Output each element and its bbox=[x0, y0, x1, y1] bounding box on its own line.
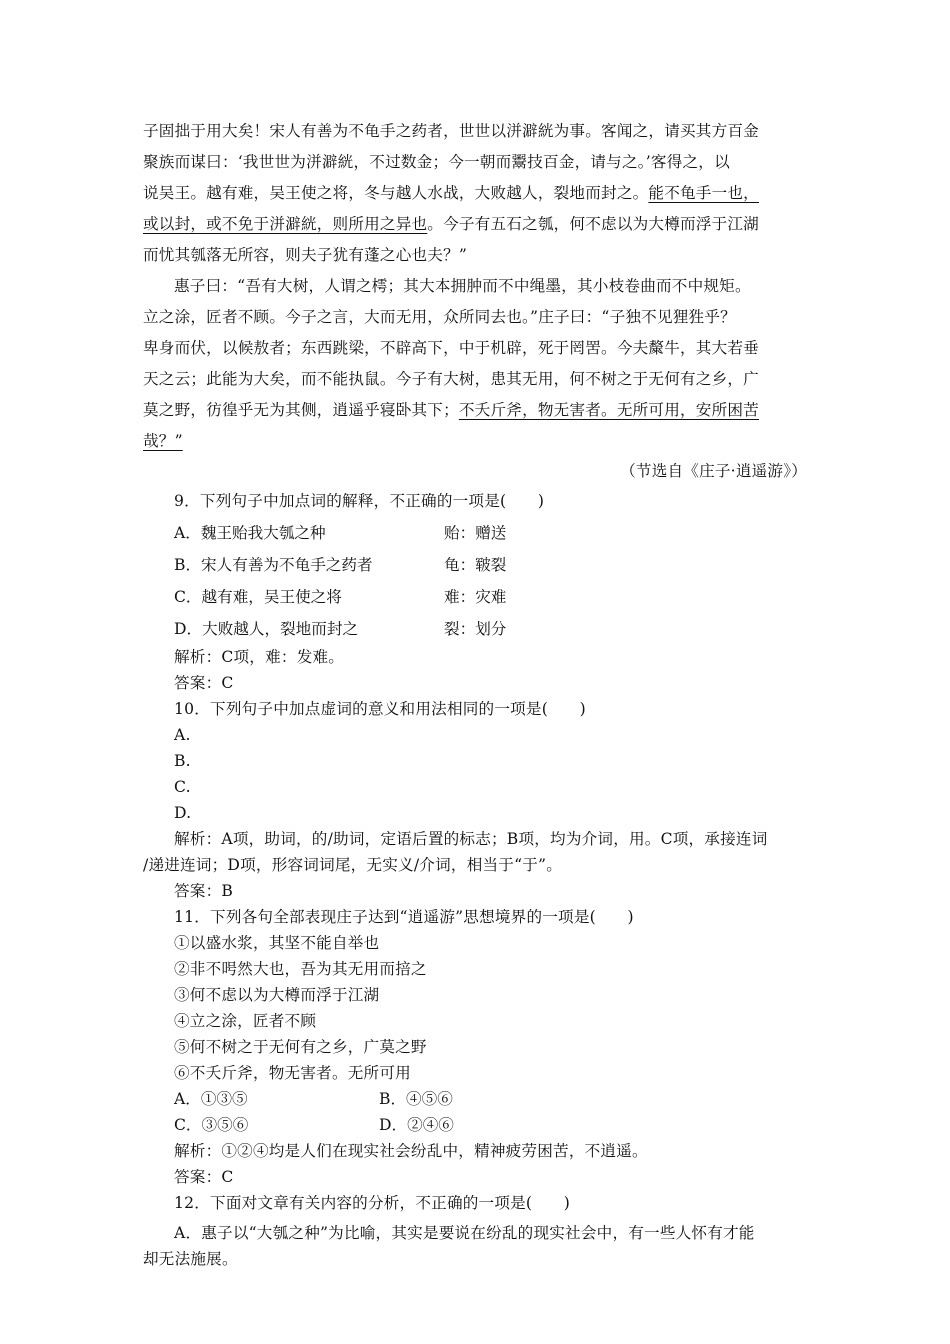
passage-line-7: 立之涂，匠者不顾。今子之言，大而无用，众所同去也。”庄子曰：“子独不见狸狌乎？ bbox=[143, 308, 736, 326]
passage-line-11: 哉？” bbox=[143, 432, 183, 450]
q11-item-2: ②非不呺然大也，吾为其无用而掊之 bbox=[174, 960, 427, 978]
q11-item-3: ③何不虑以为大樽而浮于江湖 bbox=[174, 986, 380, 1004]
q10-answer: 答案：B bbox=[174, 882, 234, 900]
q10-option-d: D. bbox=[174, 804, 192, 822]
passage-source: （节选自《庄子·逍遥游》） bbox=[620, 462, 807, 480]
q11-item-1: ①以盛水浆，其坚不能自举也 bbox=[174, 934, 380, 952]
q9-stem: 9．下列句子中加点词的解释，不正确的一项是( ) bbox=[174, 492, 545, 510]
q10-stem: 10．下列句子中加点虚词的意义和用法相同的一项是( ) bbox=[174, 700, 586, 718]
q9-option-d: D．大败越人，裂地而封之 裂：划分 bbox=[174, 620, 507, 638]
q9-option-b: B．宋人有善为不龟手之药者 龟：皲裂 bbox=[174, 556, 507, 574]
q11-choices-cd: C．③⑤⑥ D．②④⑥ bbox=[174, 1116, 454, 1134]
passage-line-2: 聚族而谋曰：‘我世世为洴澼絖，不过数金；今一朝而鬻技百金，请与之。’客得之，以 bbox=[143, 153, 730, 171]
passage-line-3: 说吴王。越有难，吴王使之将，冬与越人水战，大败越人，裂地而封之。能不龟手一也， bbox=[143, 184, 759, 202]
q9-option-c: C．越有难，吴王使之将 难：灾难 bbox=[174, 588, 507, 606]
q10-analysis-2: /递进连词；D项，形容词词尾，无实义/介词，相当于“于”。 bbox=[143, 856, 563, 874]
passage-line-4: 或以封，或不免于洴澼絖，则所用之异也。今子有五石之瓠，何不虑以为大樽而浮于江湖 bbox=[143, 215, 759, 233]
q11-choices-ab: A．①③⑤ B．④⑤⑥ bbox=[174, 1090, 453, 1108]
q10-option-c: C. bbox=[174, 778, 191, 796]
q11-answer: 答案：C bbox=[174, 1168, 234, 1186]
passage-line-5: 而忧其瓠落无所容，则夫子犹有蓬之心也夫？” bbox=[143, 246, 468, 264]
q9-analysis: 解析：C项，难：发难。 bbox=[174, 648, 345, 666]
q10-analysis-1: 解析：A项，助词，的/助词，定语后置的标志；B项，均为介词，用。C项，承接连词 bbox=[174, 830, 768, 848]
q11-stem: 11．下列各句全部表现庄子达到“逍遥游”思想境界的一项是( ) bbox=[174, 908, 634, 926]
q10-option-b: B. bbox=[174, 752, 191, 770]
q11-item-6: ⑥不夭斤斧，物无害者。无所可用 bbox=[174, 1064, 411, 1082]
passage-line-9: 天之云；此能为大矣，而不能执鼠。今子有大树，患其无用，何不树之于无何有之乡，广 bbox=[143, 370, 759, 388]
q9-answer: 答案：C bbox=[174, 674, 234, 692]
passage-line-10: 莫之野，彷徨乎无为其侧，逍遥乎寝卧其下；不夭斤斧，物无害者。无所可用，安所困苦 bbox=[143, 401, 759, 419]
q12-stem: 12．下面对文章有关内容的分析，不正确的一项是( ) bbox=[174, 1194, 571, 1212]
q11-analysis: 解析：①②④均是人们在现实社会纷乱中，精神疲劳困苦，不逍遥。 bbox=[174, 1142, 648, 1160]
passage-line-6: 惠子曰：“吾有大树，人谓之樗；其大本拥肿而不中绳墨，其小枝卷曲而不中规矩。 bbox=[174, 277, 751, 295]
q9-option-a: A．魏王贻我大瓠之种 贻：赠送 bbox=[174, 524, 507, 542]
q12-option-a-line-2: 却无法施展。 bbox=[143, 1250, 238, 1268]
q11-item-5: ⑤何不树之于无何有之乡，广莫之野 bbox=[174, 1038, 427, 1056]
q11-item-4: ④立之涂，匠者不顾 bbox=[174, 1012, 317, 1030]
q10-option-a: A. bbox=[174, 726, 191, 744]
q12-option-a-line-1: A．惠子以“大瓠之种”为比喻，其实是要说在纷乱的现实社会中，有一些人怀有才能 bbox=[174, 1224, 755, 1242]
passage-line-8: 卑身而伏，以候敖者；东西跳梁，不辟高下，中于机辟，死于罔罟。今夫斄牛，其大若垂 bbox=[143, 339, 759, 357]
passage-line-1: 子固拙于用大矣！宋人有善为不龟手之药者，世世以洴澼絖为事。客闻之，请买其方百金 bbox=[143, 122, 759, 140]
